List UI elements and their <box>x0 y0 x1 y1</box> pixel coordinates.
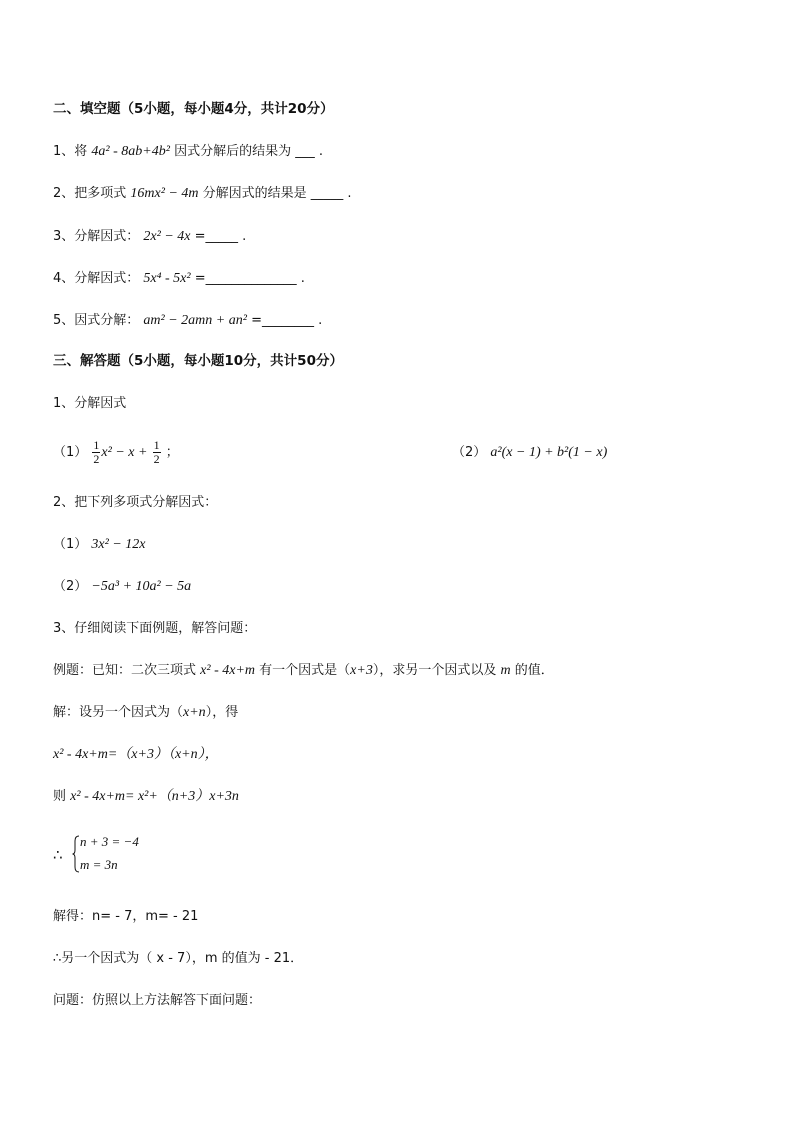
equation-1: x² - 4x+m=（x+3）（x+n）， <box>53 747 219 762</box>
part-label: （2） <box>53 579 88 594</box>
example-statement <box>53 662 554 680</box>
fraction-denominator: 2 <box>93 452 100 466</box>
math-expression: am² − 2amn + an² <box>143 313 247 328</box>
problem-1-part-1 <box>53 438 179 468</box>
fill-question-3 <box>53 228 246 246</box>
problem-2-part-2 <box>53 578 191 596</box>
fraction <box>92 439 100 466</box>
fill-question-1 <box>53 143 323 161</box>
math-expression: 16mx² − 4m <box>130 186 199 201</box>
section-3-header: 三、解答题（5小题，每小题10分，共计50分） <box>53 353 343 369</box>
math-expression: 3x² − 12x <box>91 537 146 552</box>
q-text: =________ . <box>251 313 323 328</box>
solution-text: 解：设另一个因式为（ <box>53 705 184 720</box>
math-expression: 5x⁴ - 5x² <box>143 271 191 286</box>
fill-question-5 <box>53 312 322 330</box>
section-2-header: 二、填空题（5小题，每小题4分，共计20分） <box>53 101 334 117</box>
q-number: 3、分解因式： <box>53 229 140 244</box>
follow-up-task: 问题：仿照以上方法解答下面问题： <box>53 993 262 1008</box>
part-label: （1） <box>53 445 88 460</box>
system-equation-2: m = 3n <box>80 857 118 872</box>
q-text: 因式分解后的结果为 ___ . <box>174 144 323 159</box>
fraction-denominator: 2 <box>153 452 160 466</box>
math-expression: x² − x + <box>101 445 148 460</box>
conclusion: ∴另一个因式为（ x - 7），m 的值为 - 21． <box>53 951 304 966</box>
therefore-symbol: ∴ <box>53 846 63 864</box>
math-expression: x² - 4x+m <box>200 663 256 678</box>
problem-2-title: 2、把下列多项式分解因式： <box>53 495 218 510</box>
punctuation: ； <box>165 445 179 460</box>
math-expression: x+n <box>183 705 206 720</box>
fill-question-4 <box>53 270 305 288</box>
solution-text: 则 <box>53 789 67 804</box>
q-text: =_____ . <box>194 229 247 244</box>
example-text: 的值． <box>514 663 554 678</box>
example-text: 有一个因式是（ <box>259 663 351 678</box>
example-text: 例题：已知：二次三项式 <box>53 663 197 678</box>
problem-1-part-2 <box>452 444 607 462</box>
problem-2-part-1 <box>53 536 146 554</box>
q-number: 1、将 <box>53 144 88 159</box>
solution-text: ），得 <box>205 705 239 720</box>
math-expression: x+3 <box>350 663 373 678</box>
brace-icon <box>72 835 80 873</box>
fill-question-2 <box>53 185 352 203</box>
math-expression: x² - 4x+m= x²+（n+3）x+3n <box>70 789 239 804</box>
solution-setup <box>53 704 238 722</box>
q-number: 5、因式分解： <box>53 313 140 328</box>
fraction-numerator: 1 <box>153 438 160 452</box>
problem-1-title: 1、分解因式 <box>53 396 127 411</box>
math-expression: 2x² − 4x <box>143 229 191 244</box>
math-expression: −5a³ + 10a² − 5a <box>91 579 192 594</box>
math-expression: 4a² - 8ab+4b² <box>91 144 170 159</box>
example-text: ），求另一个因式以及 <box>372 663 497 678</box>
solved-values: 解得：n= - 7，m= - 21 <box>53 909 199 924</box>
q-number: 4、分解因式： <box>53 271 140 286</box>
math-expression: m <box>500 663 511 678</box>
math-expression: a²(x − 1) + b²(1 − x) <box>490 445 608 460</box>
problem-3-title: 3、仔细阅读下面例题，解答问题： <box>53 621 257 636</box>
part-label: （2） <box>452 445 487 460</box>
fraction <box>153 439 161 466</box>
system-equation-1: n + 3 = −4 <box>80 834 139 849</box>
q-text: 分解因式的结果是 _____ . <box>202 186 352 201</box>
q-text: =______________ . <box>194 271 305 286</box>
part-label: （1） <box>53 537 88 552</box>
q-number: 2、把多项式 <box>53 186 127 201</box>
equation-2 <box>53 788 239 806</box>
fraction-numerator: 1 <box>93 438 100 452</box>
